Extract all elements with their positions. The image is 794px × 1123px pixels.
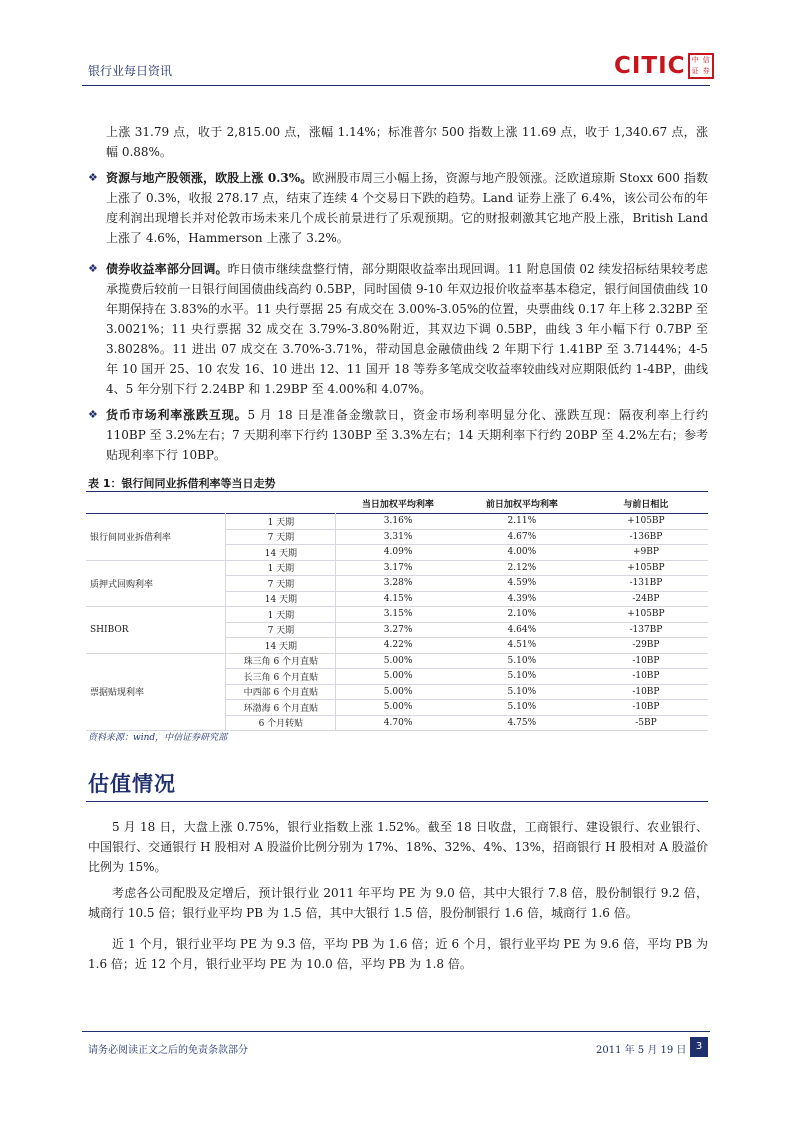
header-rule bbox=[82, 85, 710, 86]
col-header-change: 与前日相比 bbox=[623, 500, 669, 510]
today-rate-cell: 3.16% bbox=[336, 514, 460, 530]
today-rate-cell: 3.27% bbox=[336, 622, 460, 638]
paragraph-valuation-1: 5 月 18 日，大盘上涨 0.75%，银行业指数上涨 1.52%。截至 18 日收盘，工商银行、建设银行、农业银行、中国银行、交通银行 H 股相对 A 股溢价比例分别为 17%、18%、32%、4%、13%，招商银行 H 股相对 A 股溢价比例为 15%。 bbox=[88, 820, 708, 874]
change-cell: -10BP bbox=[584, 684, 708, 700]
change-cell: +105BP bbox=[584, 514, 708, 530]
row-group-label: SHIBOR bbox=[86, 607, 226, 654]
prev-rate-cell: 5.10% bbox=[460, 684, 584, 700]
logo-text: CITIC bbox=[614, 53, 686, 79]
prev-rate-cell: 4.59% bbox=[460, 576, 584, 592]
table-row bbox=[86, 514, 708, 530]
table-top-rule bbox=[86, 491, 708, 492]
term-cell: 1 天期 bbox=[226, 560, 336, 576]
col-header-prev: 前日加权平均利率 bbox=[485, 500, 558, 510]
change-cell: -131BP bbox=[584, 576, 708, 592]
footer-date: 2011 年 5 月 19 日 bbox=[596, 1045, 687, 1056]
today-rate-cell: 4.15% bbox=[336, 591, 460, 607]
diamond-bullet-icon: ❖ bbox=[88, 262, 98, 275]
term-cell: 14 天期 bbox=[226, 591, 336, 607]
bullet-bond-yields: 债券收益率部分回调。昨日债市继续盘整行情，部分期限收益率出现回调。11 附息国债 02 续发招标结果较考虑承揽费后较前一日银行间国债曲线高约 0.5BP，同时国债 9-10 年双边报价收益率基本稳定，银行间国债曲线 10 年期保持在 3.83%的水平。11 央行票据 25 有成交在 3.00%-3.05%的位置，央票曲线 0.17 年上移 2.32BP 至 3.0021%；11 央行票据 32 成交在 3.79%-3.80%附近，其双边下调 0.5BP，曲线 3 年小幅下行 0.7BP 至 3.8028%。11 进出 07 成交在 3.70%-3.71%，带动国息金融债曲线 2 年期下行 1.41BP 至 3.7144%；4-5 年 10 国开 25、10 农发 16、10 进出 12、11 国开 18 等券多笔成交收益率较曲线对应期限低约 1-4BP，曲线 4、5 年分别下行 2.24BP 和 1.29BP 至 4.00%和 4.07%。 bbox=[106, 262, 708, 396]
footer-rule bbox=[82, 1031, 710, 1032]
prev-rate-cell: 5.10% bbox=[460, 700, 584, 716]
report-title: 银行业每日资讯 bbox=[88, 64, 173, 78]
citic-logo bbox=[614, 52, 714, 80]
footer-disclaimer: 请务必阅读正文之后的免责条款部分 bbox=[88, 1045, 248, 1056]
diamond-bullet-icon: ❖ bbox=[88, 408, 98, 421]
paragraph-valuation-2: 考虑各公司配股及定增后，预计银行业 2011 年平均 PE 为 9.0 倍，其中大银行 7.8 倍，股份制银行 9.2 倍，城商行 10.5 倍；银行业平均 PB 为 1.5 倍，其中大银行 1.5 倍，股份制银行 1.6 倍，城商行 1.6 倍。 bbox=[88, 886, 708, 920]
table-source: 资料来源：wind，中信证券研究部 bbox=[88, 733, 228, 743]
term-cell: 环渤海 6 个月直贴 bbox=[226, 700, 336, 716]
term-cell: 7 天期 bbox=[226, 529, 336, 545]
today-rate-cell: 5.00% bbox=[336, 669, 460, 685]
prev-rate-cell: 5.10% bbox=[460, 669, 584, 685]
term-cell: 14 天期 bbox=[226, 545, 336, 561]
today-rate-cell: 4.09% bbox=[336, 545, 460, 561]
term-cell: 1 天期 bbox=[226, 607, 336, 623]
bullet-european-stocks: 资源与地产股领涨，欧股上涨 0.3%。欧洲股市周三小幅上扬，资源与地产股领涨。泛欧道琼斯 Stoxx 600 指数上涨了 0.3%，收报 278.17 点，结束了连续 4 个交易日下跌的趋势。Land 证券上涨了 6.4%，该公司公布的年度利润出现增长并对伦敦市场未来几个成长前景进行了乐观预期。它的财报刺激其它地产股上涨，British Land 上涨了 4.6%，Hammerson 上涨了 3.2%。 bbox=[106, 171, 708, 245]
term-cell: 中西部 6 个月直贴 bbox=[226, 684, 336, 700]
prev-rate-cell: 5.10% bbox=[460, 653, 584, 669]
prev-rate-cell: 4.75% bbox=[460, 715, 584, 731]
interbank-rate-table bbox=[86, 494, 708, 731]
bullet-money-market: 货币市场利率涨跌互现。5 月 18 日是准备金缴款日，资金市场利率明显分化、涨跌互现：隔夜利率上行约 110BP 至 3.2%左右；7 天期利率下行约 130BP 至 3.3%左右；14 天期利率下行约 20BP 至 4.2%左右；参考贴现利率下行 10BP。 bbox=[106, 408, 708, 462]
change-cell: -29BP bbox=[584, 638, 708, 654]
section-rule bbox=[86, 801, 708, 802]
prev-rate-cell: 2.10% bbox=[460, 607, 584, 623]
today-rate-cell: 5.00% bbox=[336, 684, 460, 700]
today-rate-cell: 5.00% bbox=[336, 653, 460, 669]
change-cell: -10BP bbox=[584, 653, 708, 669]
prev-rate-cell: 4.39% bbox=[460, 591, 584, 607]
today-rate-cell: 3.31% bbox=[336, 529, 460, 545]
section-title: 估值情况 bbox=[88, 772, 176, 796]
change-cell: +105BP bbox=[584, 560, 708, 576]
today-rate-cell: 3.28% bbox=[336, 576, 460, 592]
term-cell: 7 天期 bbox=[226, 576, 336, 592]
term-cell: 珠三角 6 个月直贴 bbox=[226, 653, 336, 669]
term-cell: 1 天期 bbox=[226, 514, 336, 530]
page-number: 3 bbox=[690, 1037, 708, 1057]
paragraph-valuation-3: 近 1 个月，银行业平均 PE 为 9.3 倍，平均 PB 为 1.6 倍；近 6 个月，银行业平均 PE 为 9.6 倍，平均 PB 为 1.6 倍；近 12 个月，银行业平均 PE 为 10.0 倍，平均 PB 为 1.8 倍。 bbox=[88, 937, 708, 971]
today-rate-cell: 4.22% bbox=[336, 638, 460, 654]
prev-rate-cell: 2.12% bbox=[460, 560, 584, 576]
change-cell: -137BP bbox=[584, 622, 708, 638]
prev-rate-cell: 4.64% bbox=[460, 622, 584, 638]
today-rate-cell: 3.15% bbox=[336, 607, 460, 623]
table-header-row bbox=[86, 494, 708, 514]
col-header-group bbox=[86, 494, 226, 514]
today-rate-cell: 4.70% bbox=[336, 715, 460, 731]
row-group-label: 银行间同业拆借利率 bbox=[86, 514, 226, 561]
change-cell: -5BP bbox=[584, 715, 708, 731]
change-cell: +9BP bbox=[584, 545, 708, 561]
col-header-today: 当日加权平均利率 bbox=[361, 500, 434, 510]
table-row bbox=[86, 607, 708, 623]
col-header-term bbox=[226, 494, 336, 514]
table-row bbox=[86, 560, 708, 576]
today-rate-cell: 3.17% bbox=[336, 560, 460, 576]
prev-rate-cell: 4.51% bbox=[460, 638, 584, 654]
change-cell: -10BP bbox=[584, 700, 708, 716]
change-cell: -136BP bbox=[584, 529, 708, 545]
term-cell: 14 天期 bbox=[226, 638, 336, 654]
prev-rate-cell: 4.00% bbox=[460, 545, 584, 561]
prev-rate-cell: 2.11% bbox=[460, 514, 584, 530]
row-group-label: 质押式回购利率 bbox=[86, 560, 226, 607]
term-cell: 7 天期 bbox=[226, 622, 336, 638]
row-group-label: 票据贴现利率 bbox=[86, 653, 226, 731]
logo-seal: 中 信 证 券 bbox=[688, 53, 714, 79]
table-title: 表 1：银行间同业拆借利率等当日走势 bbox=[88, 477, 276, 490]
diamond-bullet-icon: ❖ bbox=[88, 171, 98, 184]
change-cell: -24BP bbox=[584, 591, 708, 607]
table-row bbox=[86, 653, 708, 669]
change-cell: -10BP bbox=[584, 669, 708, 685]
term-cell: 6 个月转贴 bbox=[226, 715, 336, 731]
today-rate-cell: 5.00% bbox=[336, 700, 460, 716]
change-cell: +105BP bbox=[584, 607, 708, 623]
prev-rate-cell: 4.67% bbox=[460, 529, 584, 545]
term-cell: 长三角 6 个月直贴 bbox=[226, 669, 336, 685]
paragraph-us-market: 上涨 31.79 点，收于 2,815.00 点，涨幅 1.14%；标准普尔 500 指数上涨 11.69 点，收于 1,340.67 点，涨幅 0.88%。 bbox=[106, 125, 708, 159]
